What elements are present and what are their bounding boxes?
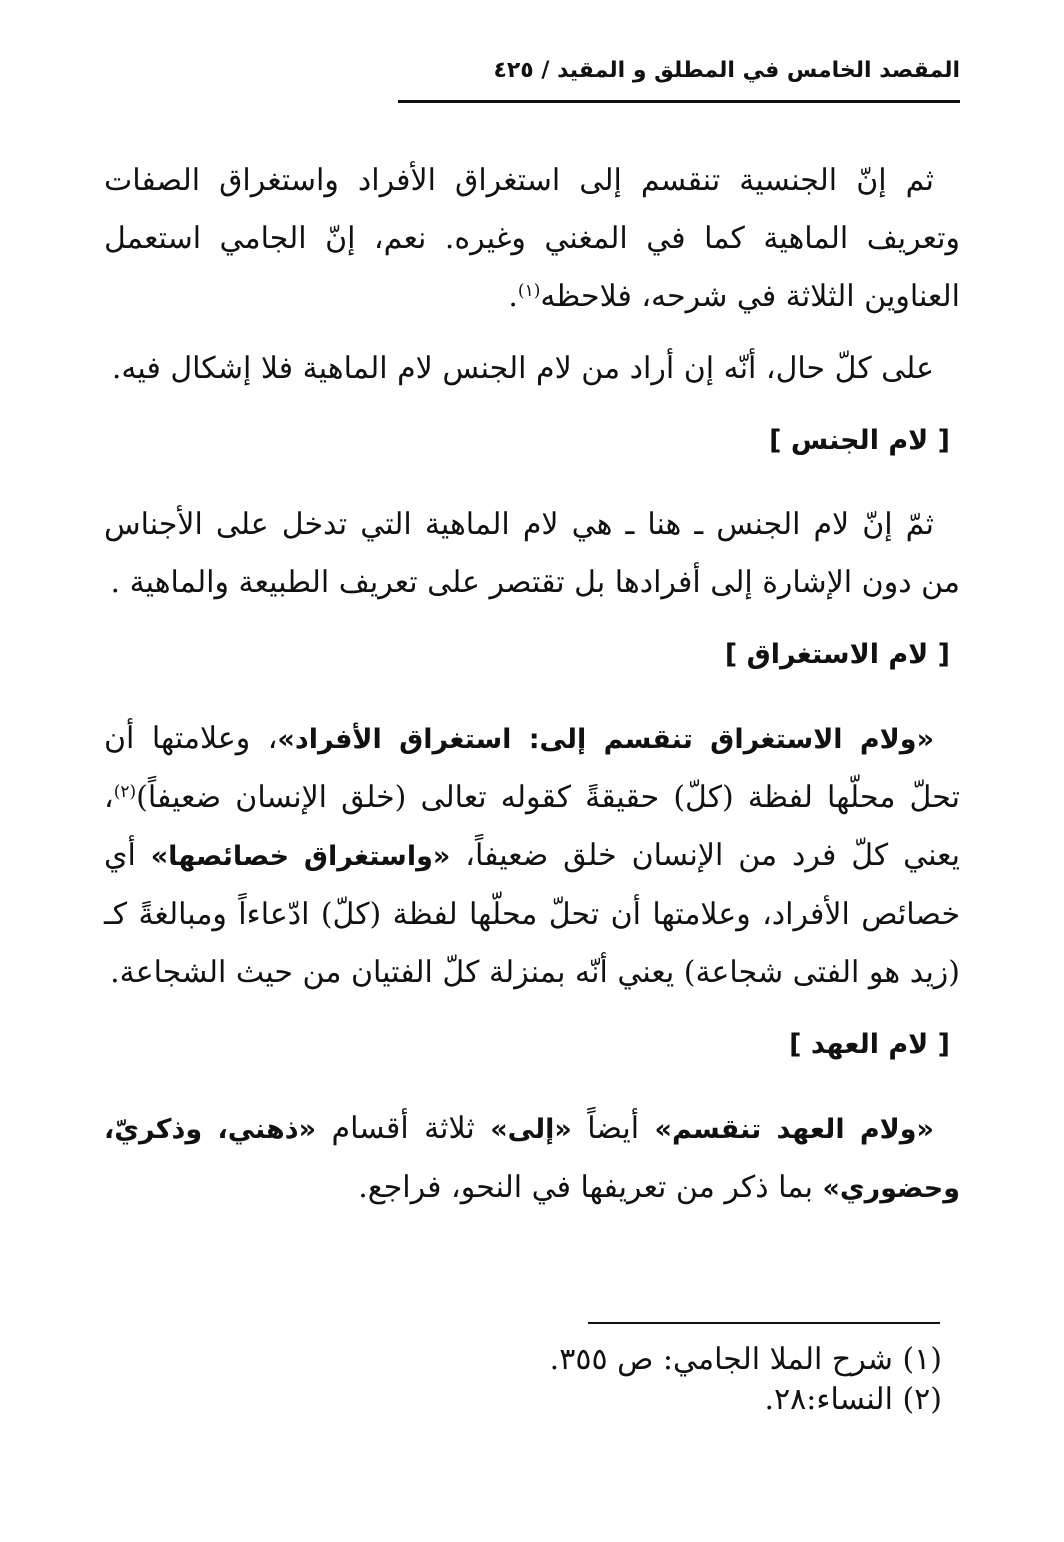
paragraph-3: ثمّ إنّ لام الجنس ـ هنا ـ هي لام الماهية التي تدخل على الأجناس من دون الإشارة إلى أفرادها بل تقتصر على تعريف الطبيعة والماهية .: [104, 507, 960, 600]
paragraph-1-text: ثم إنّ الجنسية تنقسم إلى استغراق الأفراد واستغراق الصفات وتعريف الماهية كما في المغني وغيره. نعم، إنّ الجامي استعمل العناوين الثلاثة في شرحه، فلاحظه: [104, 163, 960, 314]
paragraph-5-text: أيضاً: [571, 1111, 655, 1146]
paragraph-2: على كلّ حال، أنّه إن أراد من لام الجنس لام الماهية فلا إشكال فيه.: [111, 351, 934, 386]
paragraph-1: [104, 152, 960, 326]
paragraph-1-end: .: [508, 279, 518, 314]
paragraph-4-text: ، يعني كلّ فرد من الإنسان خلق ضعيفاً،: [104, 780, 960, 873]
footnotes: [104, 1340, 942, 1420]
footnote-2: (٢) النساء:٢٨.: [764, 1382, 942, 1417]
footnote-1: (١) شرح الملا الجامي: ص ٣٥٥.: [549, 1342, 942, 1377]
quoted-text: «ذهني، وذكريّ، وحضوري»: [104, 1114, 960, 1204]
quoted-text: «ولام الاستغراق تنقسم إلى: استغراق الأفراد»: [277, 724, 935, 755]
footnote-rule: [588, 1322, 940, 1324]
section-heading-genus: [ لام الجنس ]: [769, 425, 950, 456]
paragraph-4-text: أي خصائص الأفراد، وعلامتها أن تحلّ محلّها لفظة (كلّ) ادّعاءاً ومبالغةً كـ (زيد هو الفتى شجاعة) يعني أنّه بمنزلة كلّ الفتيان من حيث الشجاعة.: [104, 838, 960, 990]
paragraph-5-text: ثلاثة أقسام: [316, 1111, 491, 1146]
paragraph-5: [104, 1100, 960, 1218]
paragraph-5-text: بما ذكر من تعريفها في النحو، فراجع.: [358, 1170, 823, 1205]
quoted-text: «إلى»: [490, 1114, 572, 1145]
section-heading-ahd: [ لام العهد ]: [789, 1029, 950, 1060]
header-rule: [398, 100, 960, 103]
quoted-text: «ولام العهد تنقسم»: [654, 1114, 934, 1145]
section-heading-istighraq: [ لام الاستغراق ]: [724, 639, 950, 670]
footnote-ref-1[interactable]: (١): [517, 281, 541, 301]
paragraph-4-text: ، وعلامتها أن تحلّ محلّها لفظة (كلّ) حقيقةً كقوله تعالى (خلق الإنسان ضعيفاً): [104, 721, 960, 815]
main-text: [104, 152, 960, 1218]
footnote-ref-2[interactable]: (٢): [113, 782, 137, 802]
paragraph-4: [104, 710, 960, 1002]
running-header: المقصد الخامس في المطلق و المقيد / ٤٢٥: [493, 58, 960, 83]
quoted-text: «واستغراق خصائصها»: [150, 841, 451, 872]
